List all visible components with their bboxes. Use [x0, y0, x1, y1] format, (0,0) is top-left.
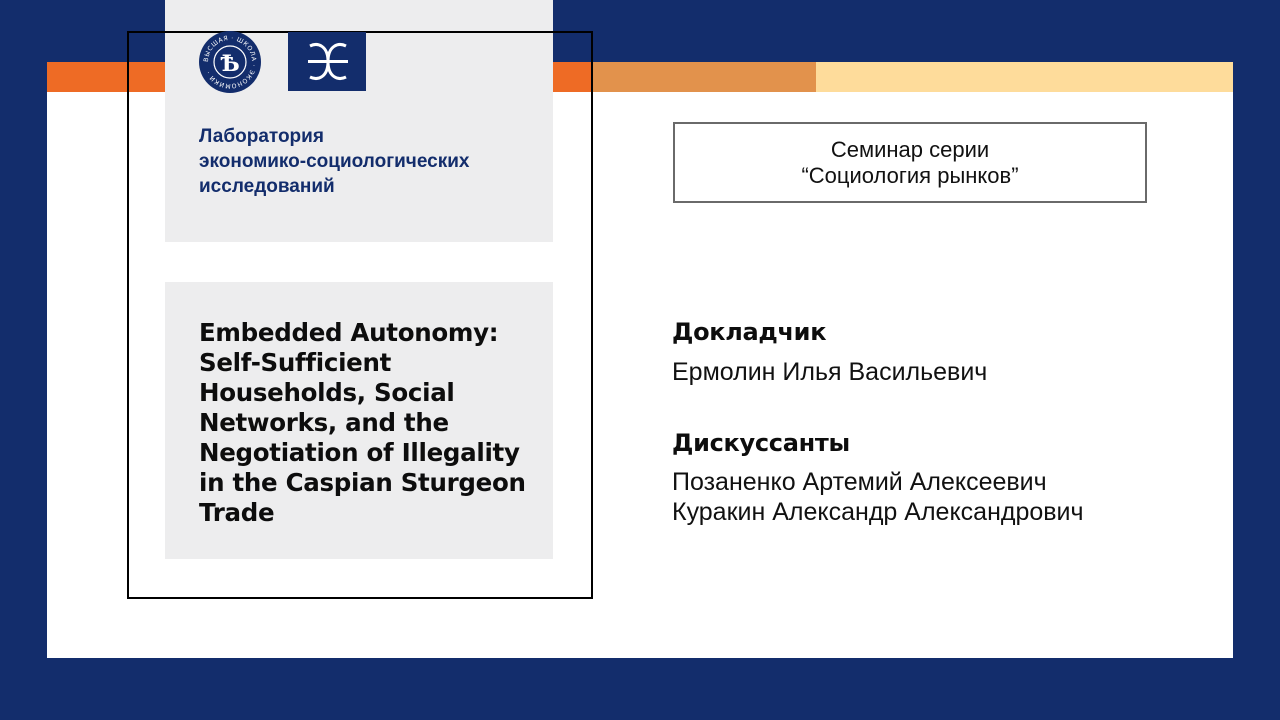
accent-band-yellow: [816, 62, 1233, 92]
talk-title: [199, 318, 544, 528]
lab-title-line: экономико-социологических: [199, 151, 470, 172]
talk-title-line: Self-Sufficient: [199, 348, 392, 377]
accent-band-amber: [592, 62, 816, 92]
discussants-heading: Дискуссанты: [672, 429, 850, 457]
discussant-name: Позаненко Артемий Алексеевич: [672, 468, 1047, 496]
lab-title-line: Лаборатория: [199, 126, 324, 147]
hse-logo-icon: [199, 31, 261, 93]
speaker-heading: Докладчик: [672, 318, 827, 346]
seminar-line: Семинар серии: [830, 136, 990, 162]
talk-title-line: Trade: [199, 498, 275, 527]
ec-logo-icon: [288, 32, 366, 91]
talk-title-line: Networks, and the: [199, 408, 449, 437]
speaker-name: Ермолин Илья Васильевич: [672, 358, 988, 386]
hse-monogram: Ѣ: [220, 51, 240, 77]
discussant-name: Куракин Александр Александрович: [672, 498, 1084, 526]
talk-title-line: Embedded Autonomy:: [199, 318, 499, 347]
hse-ring-text: ВЫСШАЯ · ШКОЛА · ЭКОНОМИКИ ·: [202, 34, 258, 90]
talk-title-line: Households, Social: [199, 378, 455, 407]
seminar-series-name: “Социология рынков”: [801, 162, 1019, 188]
lab-title-line: исследований: [199, 176, 335, 197]
talk-title-line: in the Caspian Sturgeon: [199, 468, 526, 497]
lab-title: [199, 124, 549, 199]
seminar-series-box: [673, 122, 1147, 203]
talk-title-line: Negotiation of Illegality: [199, 438, 520, 467]
